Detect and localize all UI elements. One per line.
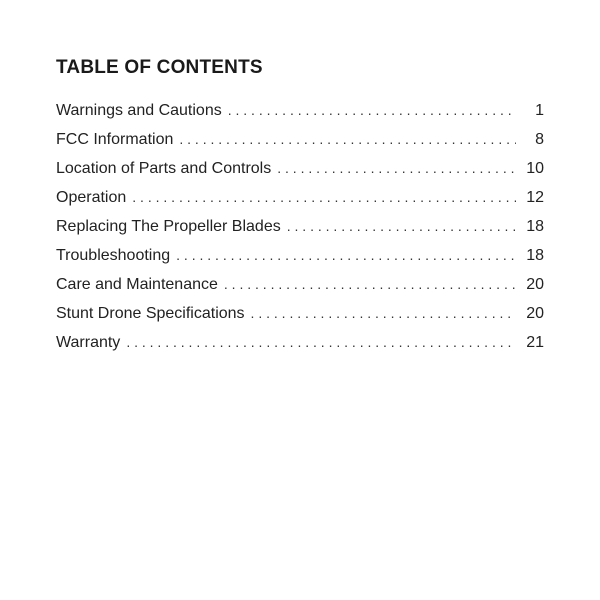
toc-dot-leader <box>287 216 516 236</box>
toc-dot-leader <box>176 245 516 265</box>
toc-entry-page: 18 <box>526 218 544 235</box>
toc-entry[interactable] <box>56 274 544 303</box>
toc-entry-page: 18 <box>526 247 544 264</box>
toc-entry[interactable] <box>56 100 544 129</box>
toc-entry-label: Warnings and Cautions <box>56 102 222 119</box>
toc-entry-label: Care and Maintenance <box>56 276 218 293</box>
toc-entry-label: Stunt Drone Specifications <box>56 305 245 322</box>
toc-dot-leader <box>132 187 516 207</box>
toc-entry[interactable] <box>56 216 544 245</box>
toc-entry[interactable] <box>56 303 544 332</box>
toc-dot-leader <box>224 274 516 294</box>
toc-entry-label: Operation <box>56 189 127 206</box>
toc-dot-leader <box>179 129 516 149</box>
toc-entry-page: 20 <box>526 305 544 322</box>
toc-entry-page: 8 <box>535 131 544 148</box>
toc-page <box>56 56 544 361</box>
toc-entry-page: 21 <box>526 334 544 351</box>
toc-title: TABLE OF CONTENTS <box>56 57 263 78</box>
toc-entry-page: 20 <box>526 276 544 293</box>
toc-entry[interactable] <box>56 332 544 361</box>
toc-dot-leader <box>228 100 516 120</box>
toc-entry-label: FCC Information <box>56 131 174 148</box>
toc-entry-label: Location of Parts and Controls <box>56 160 272 177</box>
toc-entry-label: Replacing The Propeller Blades <box>56 218 281 235</box>
toc-entry[interactable] <box>56 158 544 187</box>
toc-dot-leader <box>126 332 516 352</box>
toc-entry[interactable] <box>56 129 544 158</box>
toc-list <box>56 100 544 361</box>
toc-entry-page: 1 <box>535 102 544 119</box>
toc-entry-label: Warranty <box>56 334 121 351</box>
toc-entry[interactable] <box>56 245 544 274</box>
toc-dot-leader <box>251 303 516 323</box>
toc-entry-label: Troubleshooting <box>56 247 171 264</box>
toc-entry[interactable] <box>56 187 544 216</box>
toc-entry-page: 10 <box>526 160 544 177</box>
toc-entry-page: 12 <box>526 189 544 206</box>
toc-dot-leader <box>277 158 516 178</box>
